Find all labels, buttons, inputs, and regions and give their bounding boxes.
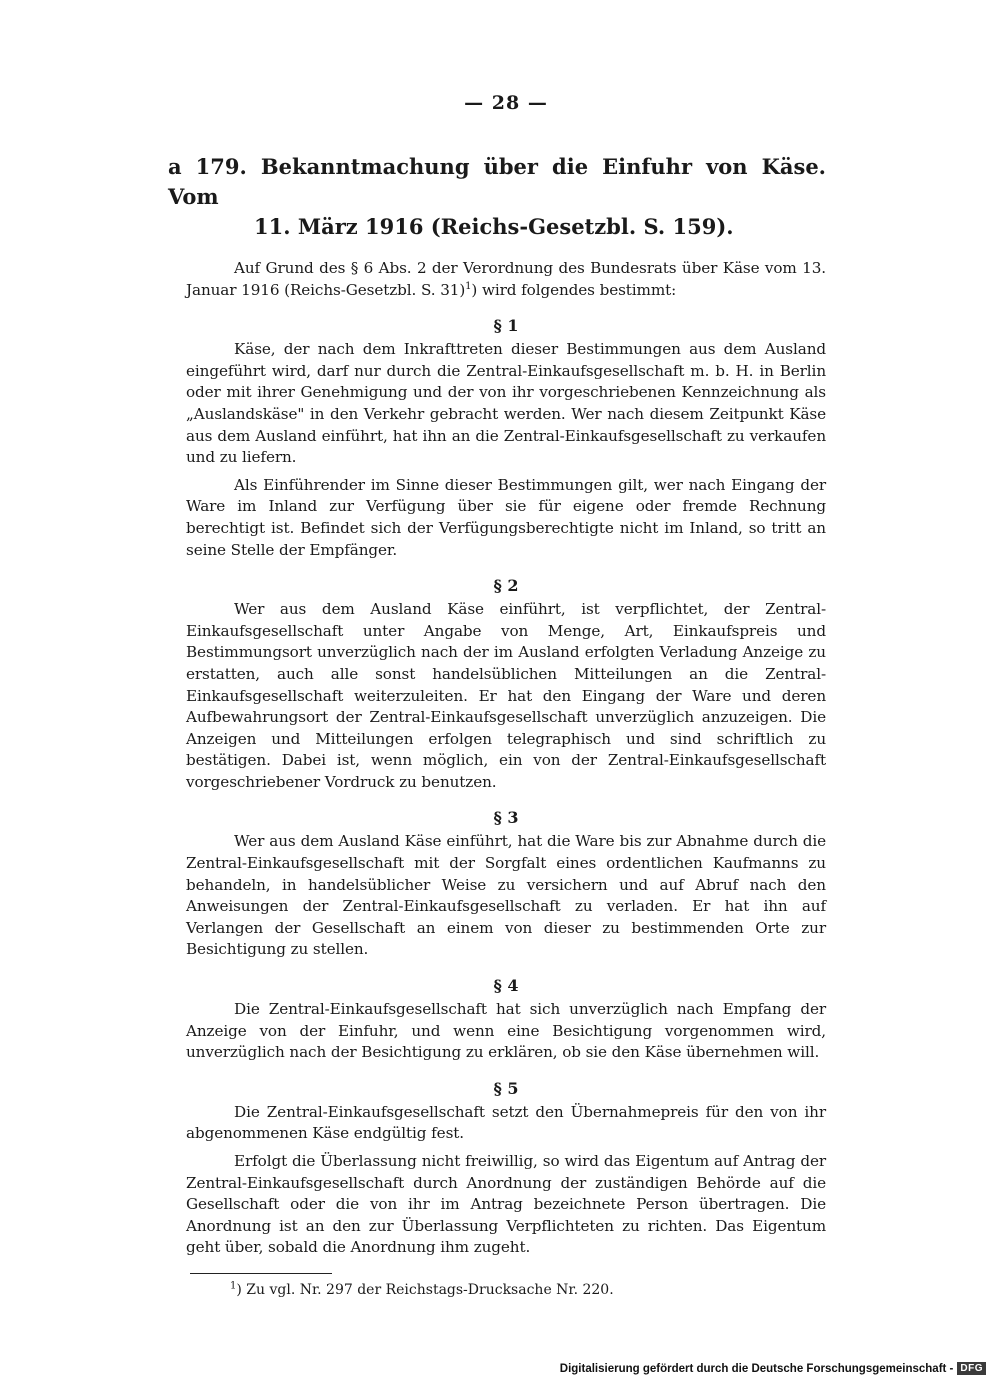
preamble-text: Auf Grund des § 6 Abs. 2 der Verordnung des Bundesrats über Käse vom 13. Januar 1916 (Reichs-Gesetzbl. S. 31) (186, 259, 826, 299)
preamble-text-end: ) wird folgendes bestimmt: (471, 280, 677, 299)
credit-text: Digitalisierung gefördert durch die Deutsche Forschungsgemeinschaft - (559, 1362, 954, 1375)
footnote (186, 1280, 826, 1300)
section-heading-3: § 3 (493, 808, 519, 828)
section-2-paragraph-1: Wer aus dem Ausland Käse einführt, ist verpflichtet, der Zentral-Einkaufsgesellschaft unter Angabe von Menge, Art, Einkaufspreis und Bestimmungsort unverzüglich nach der im Ausland erfolgten Verladung Anzeige zu erstatten, auch alle sonst handelsüblichen Mitteilungen an die Zentral-Einkaufsgesellschaft weiterzuleiten. Er hat den Eingang der Ware und deren Aufbewahrungsort der Zentral-Einkaufsgesellschaft unverzüglich anzuzeigen. Die Anzeigen und Mitteilungen erfolgen telegraphisch und sind schriftlich zu bestätigen. Dabei ist, wenn möglich, ein von der Zentral-Einkaufsgesellschaft vorgeschriebener Vordruck zu benutzen. (186, 600, 826, 791)
preamble-paragraph (186, 258, 826, 301)
page-number: — 28 — (464, 92, 548, 114)
section-heading-4: § 4 (493, 976, 519, 996)
footnote-text: ) Zu vgl. Nr. 297 der Reichstags-Drucksache Nr. 220. (236, 1281, 614, 1298)
footnote-divider (190, 1273, 332, 1274)
dfg-logo-icon: DFG (957, 1362, 986, 1375)
footnote-mark: 1 (230, 1280, 237, 1292)
document-page (168, 92, 826, 1300)
section-heading-5: § 5 (493, 1078, 519, 1098)
footnote-reference: 1 (465, 280, 472, 292)
digitization-credit (560, 1362, 986, 1375)
section-4-paragraph-1: Die Zentral-Einkaufsgesellschaft hat sich unverzüglich nach Empfang der Anzeige von der Einfuhr, und wenn eine Besichtigung vorgenommen wird, unverzüglich nach der Besichtigung zu erklären, ob sie den Käse übernehmen will. (186, 1000, 826, 1062)
section-1-paragraph-2: Als Einführender im Sinne dieser Bestimmungen gilt, wer nach Eingang der Ware im Inland zur Verfügung über sie für eigene oder fremde Rechnung berechtigt ist. Befindet sich der Verfügungsberechtigte nicht im Inland, so tritt an seine Stelle der Empfänger. (186, 475, 826, 559)
section-1-paragraph-1: Käse, der nach dem Inkrafttreten dieser Bestimmungen aus dem Ausland eingeführt wird, darf nur durch die Zentral-Einkaufsgesellschaft m. b. H. in Berlin oder mit ihrer Genehmigung und der von ihr vorgeschriebenen Kennzeichnung als „Auslandskäse" in den Verkehr gebracht werden. Wer nach diesem Zeitpunkt Käse aus dem Ausland einführt, hat ihn an die Zentral-Einkaufsgesellschaft zu verkaufen und zu liefern. (186, 340, 826, 467)
section-heading-1: § 1 (493, 316, 519, 336)
section-3-paragraph-1: Wer aus dem Ausland Käse einführt, hat die Ware bis zur Abnahme durch die Zentral-Einkaufsgesellschaft mit der Sorgfalt eines ordentlichen Kaufmanns zu behandeln, in handelsüblicher Weise zu versichern und auf Abruf nach den Anweisungen der Zentral-Einkaufsgesellschaft zu verladen. Er hat ihn auf Verlangen der Gesellschaft an einem von dieser zu bestimmenden Orte zur Besichtigung zu stellen. (186, 832, 826, 959)
document-title-line-2: 11. März 1916 (Reichs-Gesetzbl. S. 159). (254, 214, 734, 239)
section-5-paragraph-1: Die Zentral-Einkaufsgesellschaft setzt den Übernahmepreis für den von ihr abgenommenen Käse endgültig fest. (186, 1102, 826, 1143)
document-title-line-1: a 179. Bekanntmachung über die Einfuhr von Käse. Vom (168, 154, 826, 209)
section-5-paragraph-2: Erfolgt die Überlassung nicht freiwillig, so wird das Eigentum auf Antrag der Zentral-Einkaufsgesellschaft durch Anordnung der zuständigen Behörde auf die Gesellschaft oder die von ihr im Antrag bezeichnete Person übertragen. Die Anordnung ist an den zur Überlassung Verpflichteten zu richten. Das Eigentum geht über, sobald die Anordnung ihm zugeht. (186, 1152, 826, 1257)
section-heading-2: § 2 (493, 576, 519, 596)
